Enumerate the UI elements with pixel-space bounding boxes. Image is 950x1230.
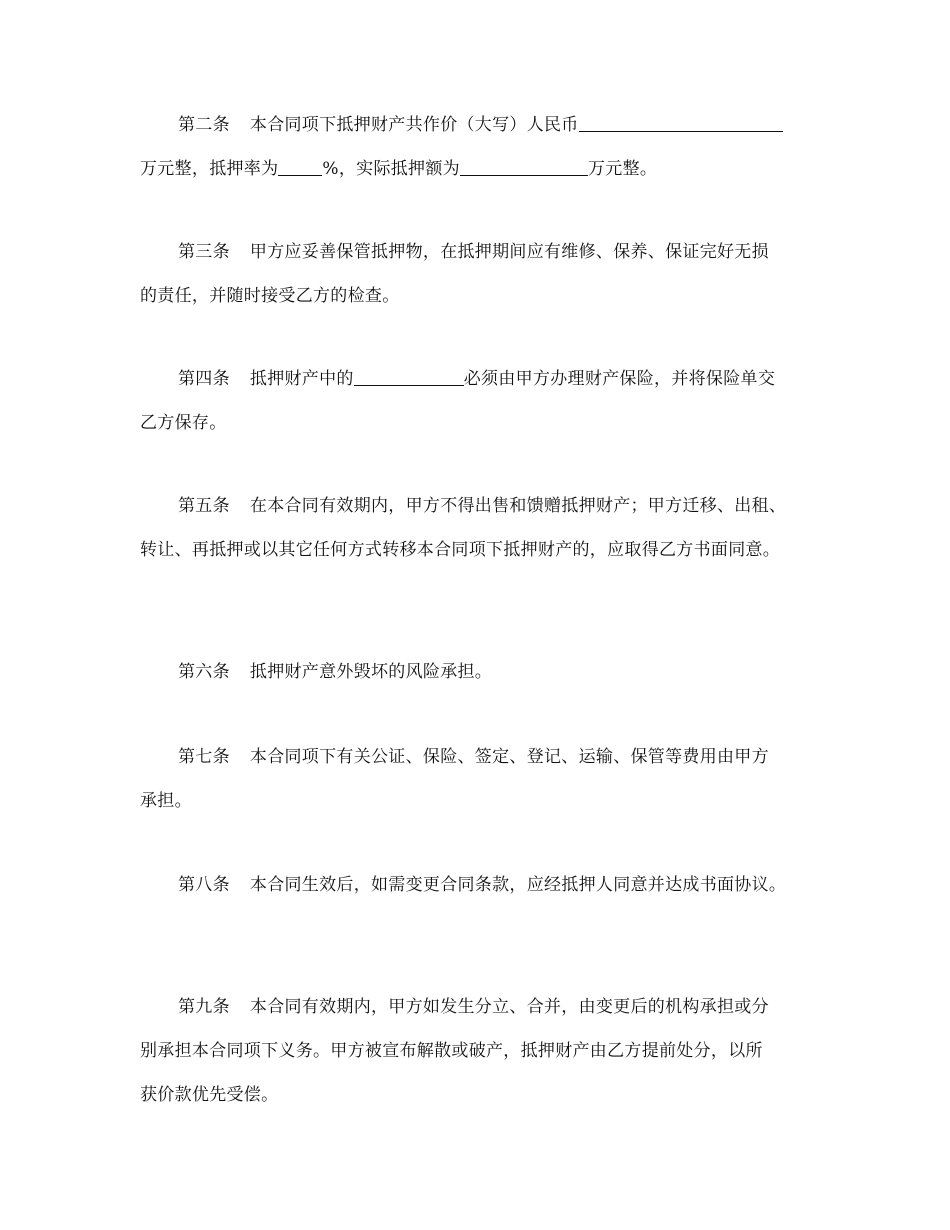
article-9-line-1 — [178, 995, 769, 1019]
article-6-text: 抵押财产意外毁坏的风险承担。 — [249, 662, 493, 682]
article-4-text-a: 抵押财产中的 — [249, 369, 354, 389]
article-2-text-a: 万元整，抵押率为 — [140, 159, 279, 179]
insured-property-blank — [354, 367, 464, 386]
article-4-text-b: 必须由甲方办理财产保险，并将保险单交 — [463, 369, 776, 389]
mortgage-amount-blank — [460, 157, 588, 176]
article-4-line-2: 乙方保存。 — [140, 413, 227, 433]
article-6-label: 第六条 — [178, 662, 230, 682]
article-5-text: 在本合同有效期内，甲方不得出售和馈赠抵押财产；甲方迁移、出租、 — [249, 496, 787, 516]
article-4-label: 第四条 — [178, 369, 230, 389]
article-2-text: 本合同项下抵押财产共作价（大写）人民币 — [249, 115, 579, 135]
article-6-line-1 — [178, 660, 492, 684]
article-7-line-1 — [178, 745, 769, 769]
article-3-line-2: 的责任，并随时接受乙方的检查。 — [140, 286, 400, 306]
article-2-text-b: %，实际抵押额为 — [322, 159, 460, 179]
price-blank — [579, 113, 783, 132]
article-2-line-2 — [140, 157, 657, 181]
article-2-text-c: 万元整。 — [587, 159, 658, 179]
article-3-label: 第三条 — [178, 242, 230, 262]
article-8-label: 第八条 — [178, 875, 230, 895]
article-7-label: 第七条 — [178, 747, 230, 767]
article-3-text: 甲方应妥善保管抵押物，在抵押期间应有维修、保养、保证完好无损 — [249, 242, 769, 262]
article-8-line-1 — [178, 873, 786, 897]
article-9-line-3: 获价款优先受偿。 — [140, 1085, 279, 1105]
article-9-line-2: 别承担本合同项下义务。甲方被宣布解散或破产，抵押财产由乙方提前处分，以所 — [140, 1041, 763, 1061]
article-9-label: 第九条 — [178, 997, 230, 1017]
article-7-line-2: 承担。 — [140, 791, 192, 811]
article-3-line-1 — [178, 240, 769, 264]
article-2-label: 第二条 — [178, 115, 230, 135]
article-5-label: 第五条 — [178, 496, 230, 516]
article-5-line-1 — [178, 494, 786, 518]
article-9-text: 本合同有效期内，甲方如发生分立、合并，由变更后的机构承担或分 — [249, 997, 769, 1017]
article-7-text: 本合同项下有关公证、保险、签定、登记、运输、保管等费用由甲方 — [249, 747, 769, 767]
article-8-text: 本合同生效后，如需变更合同条款，应经抵押人同意并达成书面协议。 — [249, 875, 787, 895]
mortgage-rate-blank — [278, 157, 322, 176]
article-5-line-2: 转让、再抵押或以其它任何方式转移本合同项下抵押财产的，应取得乙方书面同意。 — [140, 540, 781, 560]
article-2-line-1 — [178, 113, 783, 137]
article-4-line-1 — [178, 367, 775, 391]
